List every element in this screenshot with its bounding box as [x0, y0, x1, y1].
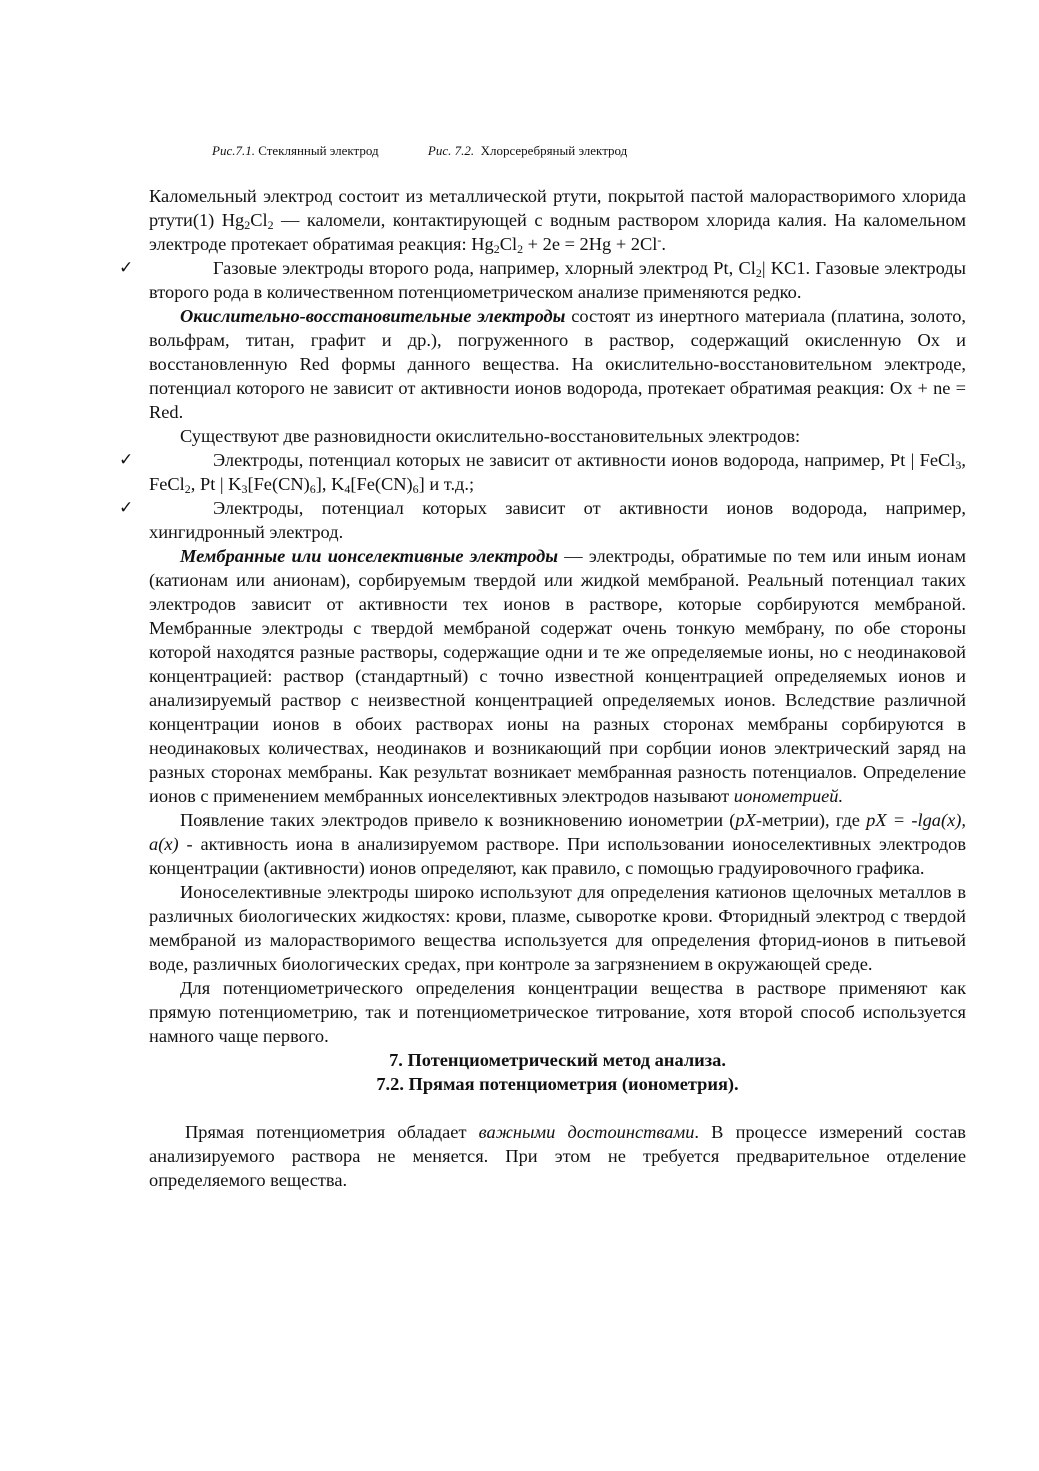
- paragraph-potentiometric-methods: Для потенциометрического определения концентрации вещества в растворе применяют как прямую потенциометрию, так и потенциометрическое титрование, хотя второй способ используется намного чаще первого.: [149, 978, 966, 1046]
- paragraph-direct-potentiometry: Прямая потенциометрия обладает важными достоинствами. В процессе измерений состав анализируемого раствора не меняется. При этом не требуется предварительное отделение определяемого вещества.: [149, 1122, 966, 1190]
- bullet-redox-ph-dependent: ✓ Электроды, потенциал которых зависит от активности ионов водорода, например, хингидронный электрод.: [119, 498, 966, 542]
- bullet-redox-ph-independent: ✓ Электроды, потенциал которых не зависит от активности ионов водорода, например, Pt | FeCl$_3$, FeCl$_2$, Pt | $K_3[Fe(CN)_6]$, $K_4[Fe(CN)_6]$ и т.д.;: [119, 450, 966, 496]
- section-heading-7-2: 7.2. Прямая потенциометрия (ионометрия).: [376, 1074, 739, 1094]
- bullet-gas-electrodes: ✓ Газовые электроды второго рода, например, хлорный электрод Pt, $Cl_2|$ KC1. Газовые электроды второго рода в количественном потенциометрическом анализе применяются редко.: [119, 258, 966, 302]
- checkmark-icon: ✓: [119, 258, 134, 278]
- paragraph-ionometry: Появление таких электродов привело к возникновению ионометрии (pX-метрии), где pX = -lga(x), a(x) - активность иона в анализируемом растворе. При использовании ионоселективных электродов концентрации (активности) ионов определяют, как правило, с помощью градуировочного графика.: [149, 810, 966, 878]
- formula-px: pX = -lga(x), a(x): [149, 810, 966, 854]
- checkmark-icon: ✓: [119, 498, 134, 518]
- paragraph-redox-electrodes: Окислительно-восстановительные электроды состоят из инертного материала (платина, золото, вольфрам, титан, графит и др.), погруженного в раствор, содержащий окисленную Ox и восстановленную Red формы данного вещества. На окислительно-восстановительном электроде, потенциал которого не зависит от активности ионов водорода, протекает обратимая реакция: Ox + ne = Red.: [149, 306, 966, 422]
- term-membrane-electrodes: Мембранные или ионселективные электроды: [180, 546, 558, 566]
- figure-captions: [212, 143, 627, 159]
- term-redox-electrodes: Окислительно-восстановительные электроды: [180, 306, 566, 326]
- spacer: [149, 1096, 966, 1120]
- paragraph-calomel-electrode: Каломельный электрод состоит из металлической ртути, покрытой пастой малорастворимого хлорида ртути(1) $Hg_2Cl_2$ — каломели, контактирующей с водным раствором хлорида калия. На каломельном электроде протекает обратимая реакция: $Hg_2Cl_2 + 2e = 2Hg + 2Cl^-$.: [149, 186, 967, 256]
- paragraph-ion-selective-uses: Ионоселективные электроды широко используют для определения катионов щелочных металлов в различных биологических жидкостях: крови, плазме, сыворотке крови. Фторидный электрод с твердой мембраной из малорастворимого вещества используется для определения фторид-ионов в питьевой воде, различных биологических средах, при контроле за загрязнением в окружающей среде.: [149, 882, 966, 974]
- caption-fig-7-1: Рис.7.1. Стеклянный электрод: [212, 143, 379, 158]
- paragraph-redox-types: Существуют две разновидности окислительно-восстановительных электродов:: [180, 426, 801, 446]
- caption-fig-7-2: Рис. 7.2. Хлорсеребряный электрод: [427, 143, 628, 158]
- checkmark-icon: ✓: [119, 450, 134, 470]
- section-heading-7: 7. Потенциометрический метод анализа.: [389, 1050, 726, 1070]
- paragraph-membrane-electrodes: Мембранные или ионселективные электроды — электроды, обратимые по тем или иным ионам (катионам или анионам), сорбируемым твердой или жидкой мембраной. Реальный потенциал таких электродов зависит от активности тех ионов в растворе, которые сорбируются мембраной. Мембранные электроды с твердой мембраной содержат очень тонкую мембрану, по обе стороны которой находятся разные растворы, содержащие одни и те же определяемые ионы, но с неодинаковой концентрацией: раствор (стандартный) с точно известной концентрацией определяемых ионов и анализируемый раствор с неизвестной концентрацией определяемых ионов. Вследствие различной концентрации ионов в обоих растворах ионы на разных сторонах мембраны сорбируются в неодинаковых количествах, неодинаков и возникающий при сорбции ионов электрический заряд на разных сторонах мембраны. Как результат возникает мембранная разность потенциалов. Определение ионов с применением мембранных ионселективных электродов называют ионометрией.: [149, 546, 966, 806]
- document-body: [119, 184, 967, 1192]
